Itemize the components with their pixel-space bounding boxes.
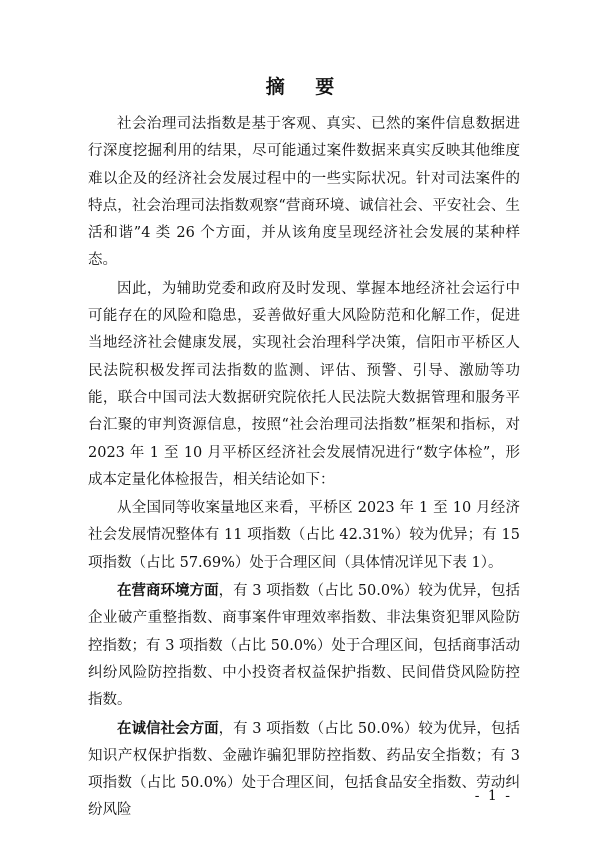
paragraph-2 <box>88 275 520 494</box>
paragraph-5 <box>88 715 520 825</box>
paragraph-lead: 在营商环境方面 <box>117 582 219 600</box>
paragraph-1 <box>88 110 520 275</box>
paragraph-text: ，有 3 项指数（占比 50.0%）较为优异，包括知识产权保护指数、金融诈骗犯罪防控指数、药品安全指数；有 3 项指数（占比 50.0%）处于合理区间，包括食品安全指数、劳动纠纷风险 <box>88 720 520 819</box>
paragraph-text: 社会治理司法指数是基于客观、真实、已然的案件信息数据进行深度挖掘利用的结果，尽可能通过案件数据来真实反映其他维度难以企及的经济社会发展过程中的一些实际状况。针对司法案件的特点，社会治理司法指数观察“营商环境、诚信社会、平安社会、生活和谐”4 类 26 个方面，并从该角度呈现经济社会发展的某种样态。 <box>88 116 520 269</box>
paragraph-text: 因此，为辅助党委和政府及时发现、掌握本地经济社会运行中可能存在的风险和隐患，妥善做好重大风险防范和化解工作，促进当地经济社会健康发展，实现社会治理科学决策，信阳市平桥区人民法院积极发挥司法指数的监测、评估、预警、引导、激励等功能，联合中国司法大数据研究院依托人民法院大数据管理和服务平台汇聚的审判资源信息，按照“社会治理司法指数”框架和指标，对 2023 年 1 至 10 月平桥区经济社会发展情况进行“数字体检”，形成本定量化体检报告，相关结论如下： <box>88 280 520 488</box>
paragraph-text: ，有 3 项指数（占比 50.0%）较为优异，包括企业破产重整指数、商事案件审理效率指数、非法集资犯罪风险防控指数；有 3 项指数（占比 50.0%）处于合理区间，包括商事活动纠纷风险防控指数、中小投资者权益保护指数、民间借贷风险防控指数。 <box>88 583 520 709</box>
document-body <box>88 110 520 825</box>
paragraph-text: 从全国同等收案量地区来看，平桥区 2023 年 1 至 10 月经济社会发展情况整体有 11 项指数（占比 42.31%）较为优异；有 15 项指数（占比 57.69%）处于合理区间（具体情况详见下表 1）。 <box>88 500 520 571</box>
paragraph-3 <box>88 494 520 577</box>
page-title: 摘 要 <box>265 76 347 98</box>
page-number: - 1 - <box>474 788 512 804</box>
paragraph-lead: 在诚信社会方面 <box>117 719 219 737</box>
paragraph-4 <box>88 577 520 714</box>
